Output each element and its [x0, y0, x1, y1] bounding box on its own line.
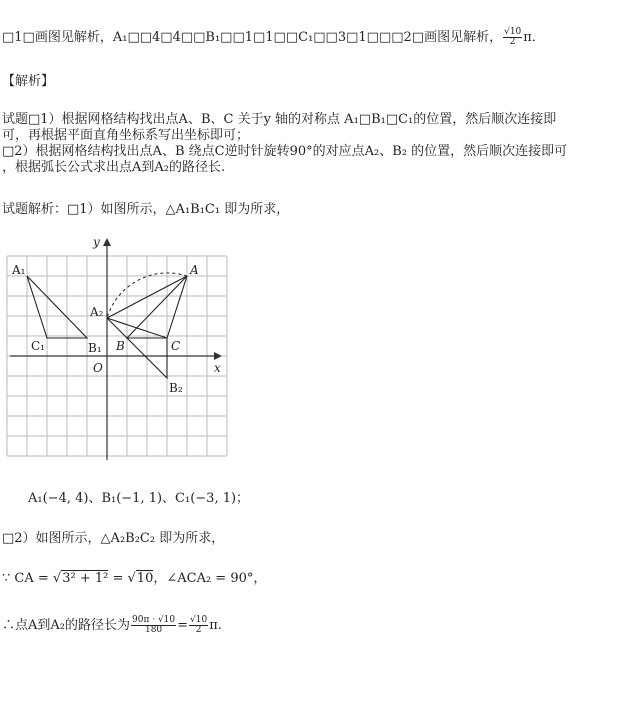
ca-angle: ，∠ACA₂ = 90°，: [153, 571, 267, 586]
label-b1: B₁: [88, 341, 102, 355]
label-x: x: [214, 361, 221, 375]
sqrt-10: √10: [127, 571, 154, 586]
path-tail: π.: [209, 618, 222, 633]
ca-line: [2, 571, 266, 587]
solution-part2: □2）如图所示，△A₂B₂C₂ 即为所求，: [2, 531, 225, 546]
label-a2: A₂: [90, 305, 104, 319]
label-b: B: [116, 339, 125, 353]
path-result-numerator: √10: [190, 615, 208, 625]
label-b2: B₂: [169, 381, 183, 395]
answer-part1-prefix: □1□画图见解析，: [2, 30, 113, 45]
ca-radicand: 3² + 1²: [62, 571, 109, 586]
label-a1: A₁: [12, 263, 26, 277]
arc-length-tail: π．: [523, 30, 545, 45]
y-axis-arrow: [103, 238, 111, 246]
arc-length-denominator: 2: [509, 37, 516, 47]
ca-prefix: ∵ CA =: [2, 571, 53, 586]
label-origin: O: [93, 361, 103, 375]
path-result-denominator: 2: [195, 625, 202, 635]
label-c1: C₁: [31, 339, 45, 353]
path-prefix: ∴点A到A₂的路径长为: [2, 618, 130, 633]
analysis-line-1: 试题□1）根据网格结构找出点A、B、C 关于y 轴的对称点 A₁□B₁□C₁的位置，然后顺次连接即: [2, 112, 557, 127]
section-title: 【解析】: [2, 74, 55, 89]
triangle-a1b1c1: [27, 276, 87, 338]
path-eq: =: [177, 618, 189, 633]
path-length-line: [2, 616, 222, 635]
arc-length-numerator: √10: [504, 27, 522, 37]
analysis-line-3: □2）根据网格结构找出点A、B 绕点C逆时针旋转90°的对应点A₂、B₂ 的位置，然后顺次连接即可: [2, 144, 568, 159]
answer-part1-coords: A₁□□4□4□□B₁□□1□1□□C₁□□3□1□□□2□画图见解析，: [112, 30, 503, 45]
ca-radical: √3² + 1²: [52, 571, 109, 586]
ca-mid: =: [108, 571, 128, 586]
solution-coords: A₁(−4, 4)、B₁(−1, 1)、C₁(−3, 1)；: [28, 491, 250, 506]
solution-line-1: 试题解析：□1）如图所示，△A₁B₁C₁ 即为所求，: [2, 202, 290, 217]
path-denominator: 180: [144, 625, 163, 635]
label-a: A: [190, 263, 199, 277]
triangle-abc: [127, 276, 187, 338]
analysis-line-2: 可，再根据平面直角坐标系写出坐标即可；: [2, 128, 250, 143]
path-result-fraction: [189, 616, 208, 635]
analysis-line-4: ，根据弧长公式求出点A到A₂的路径长.: [2, 160, 226, 175]
sqrt-10-radicand: 10: [136, 571, 154, 586]
x-axis-arrow: [214, 352, 222, 360]
label-c: C: [171, 339, 181, 353]
label-y: y: [93, 235, 100, 249]
path-numerator: 90π · √10: [132, 615, 176, 625]
path-fraction: [131, 616, 176, 635]
